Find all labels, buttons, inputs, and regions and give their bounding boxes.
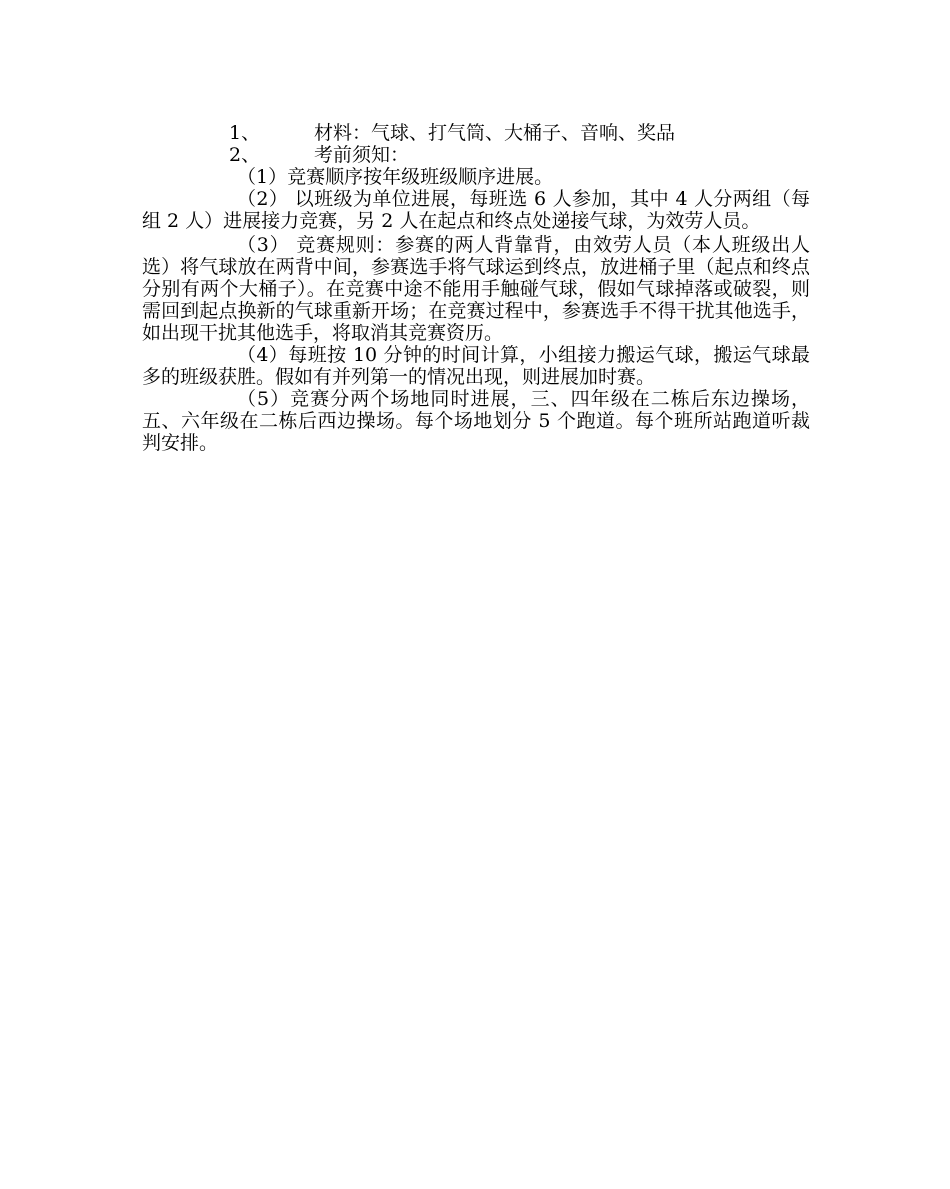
list-text: 材料：气球、打气筒、大桶子、音响、奖品 [314, 122, 676, 144]
paragraph-3: （3） 竞赛规则：参赛的两人背靠背，由效劳人员（本人班级出人选）将气球放在两背中间，参赛选手将气球运到终点，放进桶子里（起点和终点分别有两个大桶子）。在竞赛中途不能用手触碰气球，假如气球掉落或破裂，则需回到起点换新的气球重新开场；在竞赛过程中，参赛选手不得干扰其他选手，如出现干扰其他选手，将取消其竞赛资历。 [142, 234, 810, 344]
list-number: 1、 [229, 122, 261, 144]
document-body [142, 122, 810, 454]
list-item-materials [142, 122, 810, 144]
paragraph-2: （2） 以班级为单位进展，每班选 6 人参加，其中 4 人分两组（每组 2 人）进展接力竞赛，另 2 人在起点和终点处递接气球，为效劳人员。 [142, 188, 810, 232]
paragraph-4: （4）每班按 10 分钟的时间计算，小组接力搬运气球，搬运气球最多的班级获胜。假如有并列第一的情况出现，则进展加时赛。 [142, 344, 810, 388]
list-number: 2、 [229, 144, 261, 166]
list-text: 考前须知： [314, 144, 410, 166]
list-item-notes [142, 144, 810, 166]
paragraph-5: （5）竞赛分两个场地同时进展，三、四年级在二栋后东边操场，五、六年级在二栋后西边操场。每个场地划分 5 个跑道。每个班所站跑道听裁判安排。 [142, 388, 810, 454]
paragraph-1: （1）竞赛顺序按年级班级顺序进展。 [237, 166, 554, 188]
